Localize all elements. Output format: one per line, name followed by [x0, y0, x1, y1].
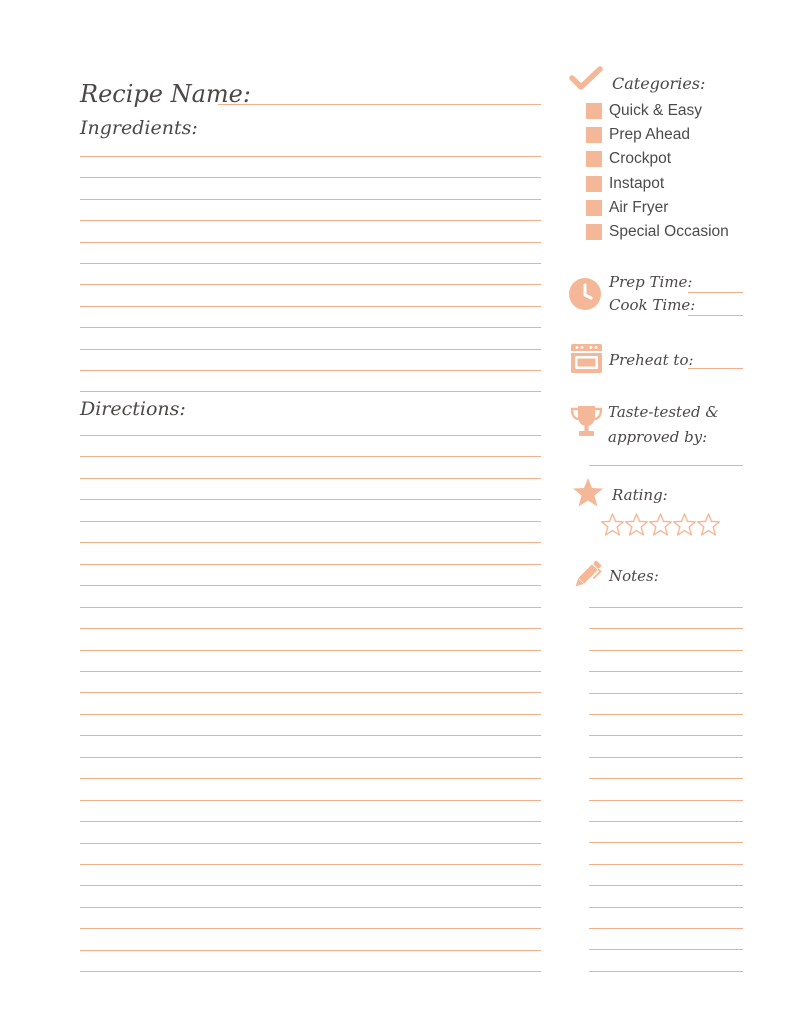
rating-star-icon[interactable]	[696, 512, 721, 537]
ruled-line[interactable]	[589, 628, 743, 629]
prep-time-label: Prep Time:	[609, 273, 693, 291]
category-checkbox[interactable]	[586, 224, 602, 240]
category-checkbox[interactable]	[586, 103, 602, 119]
category-label: Air Fryer	[609, 198, 669, 216]
ruled-line[interactable]	[80, 478, 541, 479]
ruled-line[interactable]	[80, 456, 541, 457]
ruled-line[interactable]	[589, 928, 743, 929]
ruled-line[interactable]	[80, 521, 541, 522]
checkmark-icon	[569, 66, 603, 92]
ruled-line[interactable]	[80, 284, 541, 285]
ruled-line[interactable]	[80, 220, 541, 221]
ruled-line[interactable]	[80, 950, 541, 951]
ruled-line[interactable]	[80, 242, 541, 243]
clock-icon	[568, 277, 602, 311]
rating-stars[interactable]	[600, 512, 720, 537]
ruled-line[interactable]	[80, 650, 541, 651]
ruled-line[interactable]	[80, 778, 541, 779]
ingredients-lines[interactable]	[80, 156, 541, 396]
ruled-line[interactable]	[589, 735, 743, 736]
ruled-line[interactable]	[80, 907, 541, 908]
notes-label: Notes:	[609, 567, 659, 585]
ruled-line[interactable]	[80, 800, 541, 801]
ingredients-label: Ingredients:	[80, 117, 198, 139]
ruled-line[interactable]	[589, 650, 743, 651]
ruled-line[interactable]	[80, 971, 541, 972]
taste-tested-input-line[interactable]	[589, 465, 743, 466]
category-checkbox[interactable]	[586, 127, 602, 143]
ruled-line[interactable]	[80, 156, 541, 157]
ruled-line[interactable]	[80, 199, 541, 200]
ruled-line[interactable]	[80, 564, 541, 565]
category-checkbox[interactable]	[586, 151, 602, 167]
recipe-name-label: Recipe Name:	[80, 80, 251, 108]
ruled-line[interactable]	[589, 778, 743, 779]
rating-star-icon[interactable]	[648, 512, 673, 537]
ruled-line[interactable]	[80, 671, 541, 672]
category-item[interactable]	[586, 125, 690, 145]
ruled-line[interactable]	[80, 263, 541, 264]
star-icon	[572, 477, 604, 508]
category-checkbox[interactable]	[586, 200, 602, 216]
ruled-line[interactable]	[80, 821, 541, 822]
ruled-line[interactable]	[589, 607, 743, 608]
rating-label: Rating:	[612, 486, 668, 504]
ruled-line[interactable]	[80, 628, 541, 629]
ruled-line[interactable]	[80, 607, 541, 608]
preheat-label: Preheat to:	[609, 351, 694, 369]
ruled-line[interactable]	[589, 693, 743, 694]
rating-star-icon[interactable]	[600, 512, 625, 537]
ruled-line[interactable]	[80, 306, 541, 307]
ruled-line[interactable]	[80, 435, 541, 436]
preheat-input-line[interactable]	[688, 368, 743, 369]
cook-time-input-line[interactable]	[688, 315, 743, 316]
category-label: Instapot	[609, 174, 665, 192]
category-item[interactable]	[586, 101, 702, 121]
category-label: Quick & Easy	[609, 102, 703, 119]
ruled-line[interactable]	[80, 885, 541, 886]
category-item[interactable]	[586, 174, 664, 194]
trophy-icon	[569, 404, 604, 438]
ruled-line[interactable]	[80, 370, 541, 371]
ruled-line[interactable]	[80, 757, 541, 758]
ruled-line[interactable]	[589, 907, 743, 908]
category-item[interactable]	[586, 222, 729, 242]
oven-icon	[570, 343, 603, 374]
ruled-line[interactable]	[80, 864, 541, 865]
ruled-line[interactable]	[80, 692, 541, 693]
ruled-line[interactable]	[80, 585, 541, 586]
ruled-line[interactable]	[80, 714, 541, 715]
ruled-line[interactable]	[589, 842, 743, 843]
ruled-line[interactable]	[80, 177, 541, 178]
ruled-line[interactable]	[589, 971, 743, 972]
ruled-line[interactable]	[589, 800, 743, 801]
ruled-line[interactable]	[80, 391, 541, 392]
ruled-line[interactable]	[589, 864, 743, 865]
prep-time-input-line[interactable]	[688, 292, 743, 293]
category-item[interactable]	[586, 149, 671, 169]
ruled-line[interactable]	[80, 735, 541, 736]
ruled-line[interactable]	[589, 949, 743, 950]
ruled-line[interactable]	[80, 928, 541, 929]
ruled-line[interactable]	[80, 499, 541, 500]
categories-label: Categories:	[612, 74, 706, 93]
pen-icon	[570, 558, 604, 592]
cook-time-label: Cook Time:	[609, 296, 696, 314]
directions-lines[interactable]	[80, 435, 541, 975]
ruled-line[interactable]	[80, 327, 541, 328]
rating-star-icon[interactable]	[672, 512, 697, 537]
taste-tested-label-line2: approved by:	[608, 428, 708, 446]
ruled-line[interactable]	[589, 821, 743, 822]
ruled-line[interactable]	[589, 714, 743, 715]
ruled-line[interactable]	[589, 885, 743, 886]
ruled-line[interactable]	[80, 542, 541, 543]
category-checkbox[interactable]	[586, 176, 602, 192]
ruled-line[interactable]	[80, 843, 541, 844]
category-label: Special Occasion	[609, 223, 729, 240]
recipe-name-input-line[interactable]	[218, 104, 541, 105]
category-label: Crockpot	[609, 150, 672, 168]
category-item[interactable]	[586, 198, 668, 218]
ruled-line[interactable]	[80, 349, 541, 350]
notes-lines[interactable]	[589, 607, 743, 977]
category-label: Prep Ahead	[609, 126, 691, 144]
directions-label: Directions:	[80, 398, 186, 420]
ruled-line[interactable]	[589, 757, 743, 758]
taste-tested-label-line1: Taste-tested &	[608, 403, 719, 421]
rating-star-icon[interactable]	[624, 512, 649, 537]
ruled-line[interactable]	[589, 671, 743, 672]
